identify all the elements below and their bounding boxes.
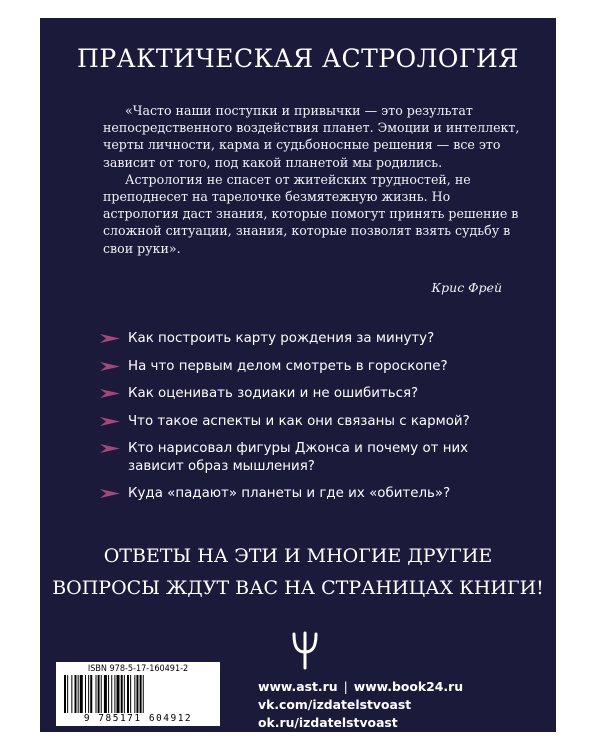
barcode-bar [121, 675, 123, 713]
barcode-bar [78, 675, 79, 713]
link-separator: | [343, 679, 348, 694]
list-item [100, 385, 530, 403]
isbn-label: ISBN 978-5-17-160491-2 [87, 664, 189, 674]
question-text: Кто нарисовал фигуры Джонса и почему от них зависит образ мышления? [128, 441, 469, 474]
links-row-1 [258, 678, 548, 696]
barcode-bar [98, 675, 100, 713]
barcode-bar [143, 675, 144, 713]
arrow-bullet-icon [100, 417, 120, 426]
answers-line-1: ОТВЕТЫ НА ЭТИ И МНОГИЕ ДРУГИЕ [103, 545, 493, 567]
barcode-bar [140, 675, 142, 713]
barcode-bar [108, 675, 109, 713]
isbn-digits: 9 785171 604912 [83, 713, 193, 724]
barcode-bar [104, 675, 107, 713]
psi-symbol-icon [290, 630, 320, 670]
list-item [100, 330, 530, 348]
quote-paragraph-2: Астрология не спасет от житейских трудностей, не преподнесет на тарелочке безмятежную жизнь. Но астрология даст знания, которые помогут принять решение в сложной ситуации, знания, которые позволят взять судьбу в свои руки». [103, 171, 519, 256]
isbn-barcode-block [56, 662, 220, 726]
book-back-cover [40, 18, 556, 732]
barcode-bar [134, 675, 135, 713]
barcode-bar [96, 675, 97, 713]
quote-block [103, 102, 523, 257]
question-text: Как оценивать зодиаки и не ошибиться? [128, 386, 419, 401]
link-vk[interactable]: vk.com/izdatelstvoast [258, 697, 412, 712]
list-item [100, 440, 488, 475]
quote-paragraph-1: «Часто наши поступки и привычки — это результат непосредственного воздействия планет. Эмоции и интеллект, черты личности, карма и судьбоносные решения — все это зависит от того, под какой планетой мы родились. [103, 103, 520, 170]
list-item [100, 413, 530, 431]
barcode-bar [67, 675, 68, 713]
question-text: На что первым делом смотреть в гороскопе? [128, 358, 448, 374]
barcode-bar [85, 675, 86, 713]
barcode-bar [64, 675, 66, 713]
barcode-bar [111, 675, 112, 713]
barcode-bar [127, 675, 129, 713]
barcode-bar [80, 675, 83, 713]
arrow-bullet-icon [100, 444, 120, 453]
question-text: Что такое аспекты и как они связаны с кармой? [128, 413, 470, 429]
quote-author: Крис Фрей [431, 280, 502, 295]
cover-title: ПРАКТИЧЕСКАЯ АСТРОЛОГИЯ [77, 44, 519, 73]
arrow-bullet-icon [100, 489, 120, 498]
question-text: Куда «падают» планеты и где их «обитель»? [128, 486, 451, 501]
arrow-bullet-icon [100, 334, 120, 343]
barcode-bar [101, 675, 102, 713]
list-item [100, 485, 530, 503]
barcode-bar [90, 675, 92, 713]
answers-block [40, 540, 556, 604]
list-item [100, 358, 530, 376]
link-book24[interactable]: www.book24.ru [353, 679, 464, 694]
barcode-bar [71, 675, 72, 713]
barcode-bar [136, 675, 138, 713]
barcode [62, 675, 214, 713]
arrow-bullet-icon [100, 389, 120, 398]
answers-line-2: ВОПРОСЫ ЖДУТ ВАС НА СТРАНИЦАХ КНИГИ! [52, 577, 544, 599]
barcode-bar [117, 675, 120, 713]
barcode-bar [114, 675, 115, 713]
question-text: Как построить карту рождения за минуту? [128, 331, 435, 346]
barcode-bar [88, 675, 89, 713]
barcode-bar [75, 675, 77, 713]
arrow-bullet-icon [100, 362, 120, 371]
barcode-bar [124, 675, 125, 713]
questions-list [100, 330, 530, 513]
barcode-bar [130, 675, 131, 713]
link-ok[interactable]: ok.ru/izdatelstvoast [258, 715, 398, 730]
publisher-links [258, 678, 548, 732]
link-ast[interactable]: www.ast.ru [258, 679, 338, 694]
